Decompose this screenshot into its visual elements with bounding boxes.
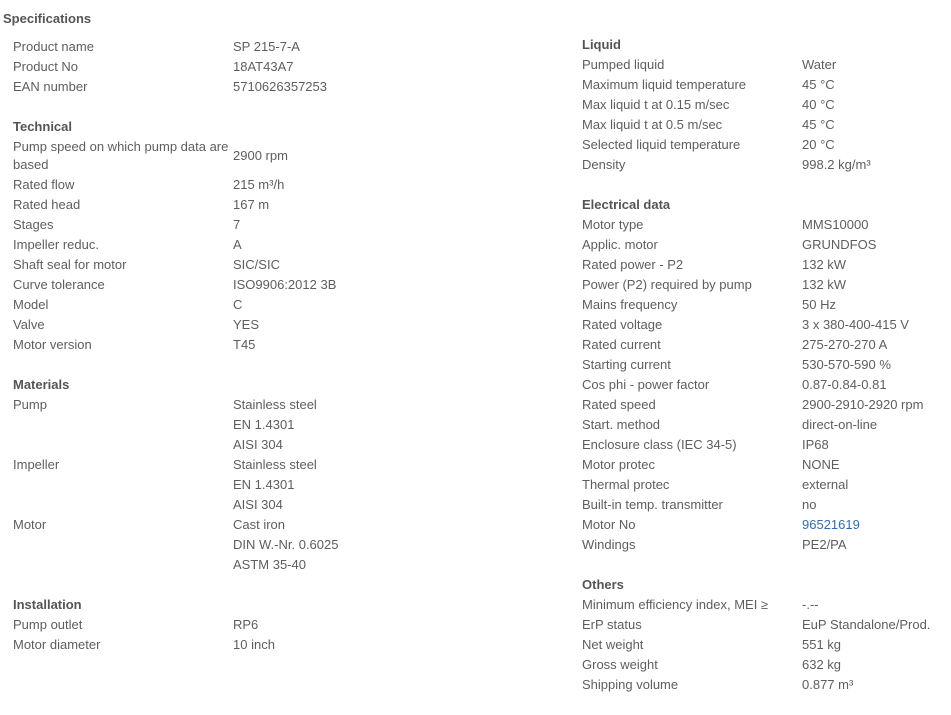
spec-value: 0.877 m³	[802, 677, 854, 692]
spec-row	[13, 395, 558, 455]
spec-row	[582, 655, 947, 675]
spec-label: Model	[13, 297, 49, 312]
spec-label: Shipping volume	[582, 677, 679, 692]
spec-value: 40 °C	[802, 97, 835, 112]
spec-label: Impeller reduc.	[13, 237, 99, 252]
spec-label: Pump	[13, 397, 47, 412]
spec-label: Cos phi - power factor	[582, 377, 710, 392]
spec-label: Motor type	[582, 217, 644, 232]
spec-row	[13, 455, 558, 515]
spec-value: SIC/SIC	[233, 257, 280, 272]
spec-label: Shaft seal for motor	[13, 257, 127, 272]
spec-value: YES	[233, 317, 260, 332]
spec-row	[582, 635, 947, 655]
spec-label: Max liquid t at 0.15 m/sec	[582, 97, 730, 112]
spec-label: Applic. motor	[582, 237, 658, 252]
spec-row	[582, 675, 947, 695]
spec-row	[582, 535, 947, 555]
spec-value: EuP Standalone/Prod.	[802, 617, 931, 632]
spec-value: 18AT43A7	[233, 59, 294, 74]
spec-label: Maximum liquid temperature	[582, 77, 747, 92]
spec-row	[582, 155, 947, 175]
spec-value: 167 m	[233, 197, 270, 212]
spec-row	[582, 95, 947, 115]
spec-label: Pump outlet	[13, 617, 83, 632]
spec-value: NONE	[802, 457, 840, 472]
spec-label: Motor	[13, 517, 47, 532]
section-liquid	[582, 35, 947, 175]
spec-row	[582, 215, 947, 235]
spec-label: Motor diameter	[13, 637, 101, 652]
section-others	[582, 575, 947, 695]
spec-value-line: Cast iron	[233, 517, 286, 532]
spec-value	[233, 395, 317, 455]
spec-value: T45	[233, 337, 256, 352]
spec-value: A	[233, 237, 242, 252]
spec-value: IP68	[802, 437, 829, 452]
spec-row	[582, 455, 947, 475]
spec-label: Mains frequency	[582, 297, 678, 312]
spec-value: ISO9906:2012 3B	[233, 277, 337, 292]
spec-value-line: AISI 304	[233, 497, 283, 512]
spec-label: Net weight	[582, 637, 644, 652]
spec-row	[582, 335, 947, 355]
spec-value: 530-570-590 %	[802, 357, 891, 372]
spec-label: Minimum efficiency index, MEI ≥	[582, 597, 769, 612]
spec-label: Valve	[13, 317, 45, 332]
spec-label: Start. method	[582, 417, 661, 432]
spec-row	[13, 615, 558, 635]
spec-row	[582, 415, 947, 435]
spec-row	[582, 515, 947, 535]
spec-value: Water	[802, 57, 837, 72]
spec-value: 45 °C	[802, 77, 835, 92]
spec-row	[582, 615, 947, 635]
spec-row	[13, 635, 558, 655]
spec-value: 632 kg	[802, 657, 842, 672]
spec-row	[582, 235, 947, 255]
spec-label: Product No	[13, 59, 79, 74]
section-heading: Technical	[13, 119, 73, 134]
left-column	[13, 37, 558, 675]
spec-value: 3 x 380-400-415 V	[802, 317, 909, 332]
spec-label: Thermal protec	[582, 477, 670, 492]
spec-row	[13, 215, 558, 235]
spec-row	[13, 335, 558, 355]
spec-label: Selected liquid temperature	[582, 137, 741, 152]
spec-label: Built-in temp. transmitter	[582, 497, 723, 512]
spec-row	[582, 295, 947, 315]
section-technical	[13, 117, 558, 355]
spec-row	[582, 475, 947, 495]
spec-value: 7	[233, 217, 241, 232]
spec-value-line: ASTM 35-40	[233, 557, 306, 572]
spec-row	[582, 395, 947, 415]
spec-value-line: Stainless steel	[233, 397, 317, 412]
spec-row	[582, 55, 947, 75]
right-column	[582, 35, 947, 715]
spec-value: 0.87-0.84-0.81	[802, 377, 887, 392]
spec-row	[13, 275, 558, 295]
spec-row	[582, 75, 947, 95]
spec-row	[582, 115, 947, 135]
section-materials	[13, 375, 558, 575]
spec-value: 10 inch	[233, 637, 275, 652]
section-heading: Materials	[13, 377, 70, 392]
spec-label: Pumped liquid	[582, 57, 665, 72]
spec-label: Gross weight	[582, 657, 658, 672]
section-installation	[13, 595, 558, 655]
spec-row	[582, 275, 947, 295]
section-heading: Installation	[13, 597, 82, 612]
spec-label: Motor protec	[582, 457, 655, 472]
spec-label: EAN number	[13, 79, 88, 94]
spec-value: RP6	[233, 617, 259, 632]
spec-value: 5710626357253	[233, 79, 327, 94]
section-heading: Liquid	[582, 37, 621, 52]
spec-row	[13, 77, 558, 97]
spec-label: Pump speed on which pump data are based	[13, 139, 229, 172]
spec-label: Curve tolerance	[13, 277, 105, 292]
spec-label: Rated speed	[582, 397, 656, 412]
motor-no-link[interactable]: 96521619	[802, 517, 860, 532]
spec-label: Stages	[13, 217, 54, 232]
spec-value	[233, 455, 317, 515]
page-title: Specifications	[3, 11, 92, 26]
section-electrical	[582, 195, 947, 555]
spec-label: Power (P2) required by pump	[582, 277, 752, 292]
spec-value: external	[802, 477, 849, 492]
spec-value	[233, 515, 338, 575]
spec-value: SP 215-7-A	[233, 39, 300, 54]
spec-row	[582, 255, 947, 275]
spec-row	[582, 135, 947, 155]
spec-value: 2900 rpm	[233, 148, 288, 163]
spec-row	[582, 435, 947, 455]
section-heading: Electrical data	[582, 197, 671, 212]
spec-label: Impeller	[13, 457, 60, 472]
spec-row	[582, 315, 947, 335]
spec-value-line: Stainless steel	[233, 457, 317, 472]
spec-value: 215 m³/h	[233, 177, 285, 192]
section-general	[13, 37, 558, 97]
spec-row	[582, 495, 947, 515]
spec-row	[13, 37, 558, 57]
spec-row	[582, 595, 947, 615]
spec-value: 132 kW	[802, 257, 847, 272]
spec-row	[13, 295, 558, 315]
spec-row	[582, 355, 947, 375]
spec-value: direct-on-line	[802, 417, 878, 432]
spec-value: 50 Hz	[802, 297, 836, 312]
spec-value: 998.2 kg/m³	[802, 157, 871, 172]
spec-row	[13, 175, 558, 195]
spec-label: Max liquid t at 0.5 m/sec	[582, 117, 723, 132]
spec-label: Density	[582, 157, 626, 172]
spec-value-line: EN 1.4301	[233, 417, 295, 432]
spec-value: 20 °C	[802, 137, 835, 152]
spec-row	[13, 195, 558, 215]
spec-row	[13, 315, 558, 335]
spec-value: PE2/PA	[802, 537, 847, 552]
spec-label: Rated voltage	[582, 317, 663, 332]
spec-label: Rated current	[582, 337, 661, 352]
spec-row	[13, 255, 558, 275]
spec-label: Motor version	[13, 337, 92, 352]
spec-value: MMS10000	[802, 217, 869, 232]
spec-value: -.--	[802, 597, 819, 612]
spec-row	[13, 235, 558, 255]
spec-row	[13, 137, 558, 175]
spec-value: 551 kg	[802, 637, 842, 652]
spec-label: Starting current	[582, 357, 671, 372]
spec-label: Enclosure class (IEC 34-5)	[582, 437, 737, 452]
spec-value: C	[233, 297, 243, 312]
spec-row	[13, 515, 558, 575]
spec-label: Rated head	[13, 197, 81, 212]
spec-value: 275-270-270 A	[802, 337, 888, 352]
spec-value: 2900-2910-2920 rpm	[802, 397, 924, 412]
spec-value: no	[802, 497, 817, 512]
spec-label: ErP status	[582, 617, 642, 632]
spec-label: Rated flow	[13, 177, 75, 192]
spec-value: 45 °C	[802, 117, 835, 132]
section-heading: Others	[582, 577, 624, 592]
spec-value: 132 kW	[802, 277, 847, 292]
spec-value-line: DIN W.-Nr. 0.6025	[233, 537, 339, 552]
spec-label: Product name	[13, 39, 94, 54]
spec-value-line: AISI 304	[233, 437, 283, 452]
spec-label: Rated power - P2	[582, 257, 684, 272]
spec-value: GRUNDFOS	[802, 237, 877, 252]
spec-row	[582, 375, 947, 395]
spec-label: Windings	[582, 537, 636, 552]
spec-row	[13, 57, 558, 77]
spec-label: Motor No	[582, 517, 636, 532]
spec-value-line: EN 1.4301	[233, 477, 295, 492]
